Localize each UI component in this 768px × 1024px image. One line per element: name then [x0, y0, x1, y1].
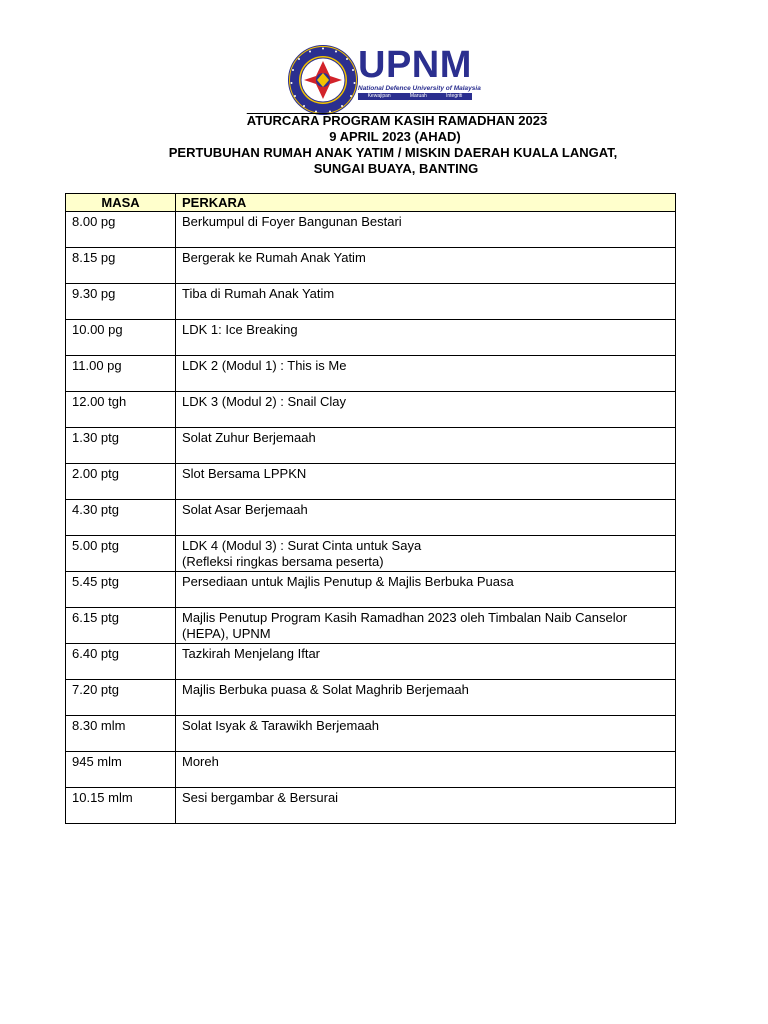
- table-row: [66, 788, 676, 824]
- cell-perkara: [176, 644, 676, 680]
- schedule-table: [65, 193, 676, 824]
- brand-value: Maruah: [409, 93, 427, 99]
- cell-perkara-text: Majlis Penutup Program Kasih Ramadhan 2023 oleh Timbalan Naib Canselor: [182, 610, 628, 625]
- brand-values-bar: [358, 93, 472, 100]
- cell-perkara-text: Persediaan untuk Majlis Penutup & Majlis Berbuka Puasa: [182, 574, 514, 589]
- cell-perkara-text: Majlis Berbuka puasa & Solat Maghrib Berjemaah: [182, 682, 469, 697]
- table-row: [66, 716, 676, 752]
- brand-value: Kewajipan: [367, 93, 391, 99]
- cell-masa: 1.30 ptg: [66, 428, 176, 464]
- table-row: [66, 608, 676, 644]
- column-header-perkara: PERKARA: [176, 194, 676, 212]
- cell-perkara-text: Sesi bergambar & Bersurai: [182, 790, 339, 805]
- cell-perkara-text: Bergerak ke Rumah Anak Yatim: [182, 250, 366, 265]
- table-row: [66, 536, 676, 572]
- brand-name: UPNM: [358, 44, 472, 86]
- brand-value: Integriti: [446, 93, 463, 99]
- cell-perkara: [176, 356, 676, 392]
- cell-masa: 10.15 mlm: [66, 788, 176, 824]
- cell-perkara-text: Tazkirah Menjelang Iftar: [182, 646, 321, 661]
- upnm-logo: [286, 41, 481, 115]
- cell-perkara: [176, 500, 676, 536]
- cell-perkara-text: Solat Zuhur Berjemaah: [182, 430, 316, 445]
- table-row: [66, 428, 676, 464]
- heading-location: SUNGAI BUAYA, BANTING: [313, 161, 479, 176]
- cell-perkara-text: LDK 3 (Modul 2) : Snail Clay: [182, 394, 347, 409]
- cell-masa: 8.00 pg: [66, 212, 176, 248]
- cell-perkara: [176, 284, 676, 320]
- brand-tagline: National Defence University of Malaysia: [358, 85, 481, 92]
- cell-perkara: [176, 680, 676, 716]
- document-heading: [0, 113, 768, 177]
- cell-perkara: [176, 788, 676, 824]
- table-row: [66, 320, 676, 356]
- cell-perkara: [176, 536, 676, 572]
- cell-perkara-subtext: (Refleksi ringkas bersama peserta): [182, 554, 384, 569]
- cell-masa: 8.30 mlm: [66, 716, 176, 752]
- upnm-seal-icon: [286, 43, 360, 117]
- cell-perkara: [176, 248, 676, 284]
- table-row: [66, 284, 676, 320]
- heading-venue: PERTUBUHAN RUMAH ANAK YATIM / MISKIN DAERAH KUALA LANGAT,: [168, 145, 618, 160]
- cell-perkara-text: LDK 1: Ice Breaking: [182, 322, 298, 337]
- cell-masa: 7.20 ptg: [66, 680, 176, 716]
- cell-perkara-text: Slot Bersama LPPKN: [182, 466, 307, 481]
- column-header-masa: MASA: [66, 194, 176, 212]
- cell-masa: 11.00 pg: [66, 356, 176, 392]
- table-header-row: [66, 194, 676, 212]
- table-row: [66, 248, 676, 284]
- cell-perkara-text: Moreh: [182, 754, 219, 769]
- cell-perkara: [176, 392, 676, 428]
- table-row: [66, 644, 676, 680]
- cell-masa: 4.30 ptg: [66, 500, 176, 536]
- table-row: [66, 680, 676, 716]
- cell-perkara: [176, 320, 676, 356]
- cell-perkara-text: Solat Isyak & Tarawikh Berjemaah: [182, 718, 380, 733]
- cell-perkara: [176, 212, 676, 248]
- cell-perkara-text: Tiba di Rumah Anak Yatim: [182, 286, 335, 301]
- table-row: [66, 500, 676, 536]
- cell-masa: 12.00 tgh: [66, 392, 176, 428]
- cell-perkara: [176, 572, 676, 608]
- heading-date: 9 APRIL 2023 (AHAD): [329, 129, 461, 144]
- cell-masa: 5.45 ptg: [66, 572, 176, 608]
- cell-masa: 945 mlm: [66, 752, 176, 788]
- cell-masa: 2.00 ptg: [66, 464, 176, 500]
- cell-masa: 5.00 ptg: [66, 536, 176, 572]
- table-row: [66, 752, 676, 788]
- cell-perkara: [176, 752, 676, 788]
- table-row: [66, 212, 676, 248]
- cell-perkara: [176, 608, 676, 644]
- cell-masa: 10.00 pg: [66, 320, 176, 356]
- cell-masa: 8.15 pg: [66, 248, 176, 284]
- cell-perkara: [176, 428, 676, 464]
- heading-title: ATURCARA PROGRAM KASIH RAMADHAN 2023: [246, 113, 548, 128]
- cell-perkara-text: LDK 2 (Modul 1) : This is Me: [182, 358, 347, 373]
- cell-perkara-subtext: (HEPA), UPNM: [182, 626, 271, 641]
- schedule-body: [66, 212, 676, 824]
- table-row: [66, 572, 676, 608]
- cell-masa: 6.40 ptg: [66, 644, 176, 680]
- cell-masa: 9.30 pg: [66, 284, 176, 320]
- cell-perkara: [176, 716, 676, 752]
- cell-perkara: [176, 464, 676, 500]
- upnm-wordmark: [358, 45, 481, 100]
- cell-perkara-text: Solat Asar Berjemaah: [182, 502, 308, 517]
- table-row: [66, 464, 676, 500]
- table-row: [66, 356, 676, 392]
- table-row: [66, 392, 676, 428]
- cell-masa: 6.15 ptg: [66, 608, 176, 644]
- cell-perkara-text: LDK 4 (Modul 3) : Surat Cinta untuk Saya: [182, 538, 422, 553]
- cell-perkara-text: Berkumpul di Foyer Bangunan Bestari: [182, 214, 402, 229]
